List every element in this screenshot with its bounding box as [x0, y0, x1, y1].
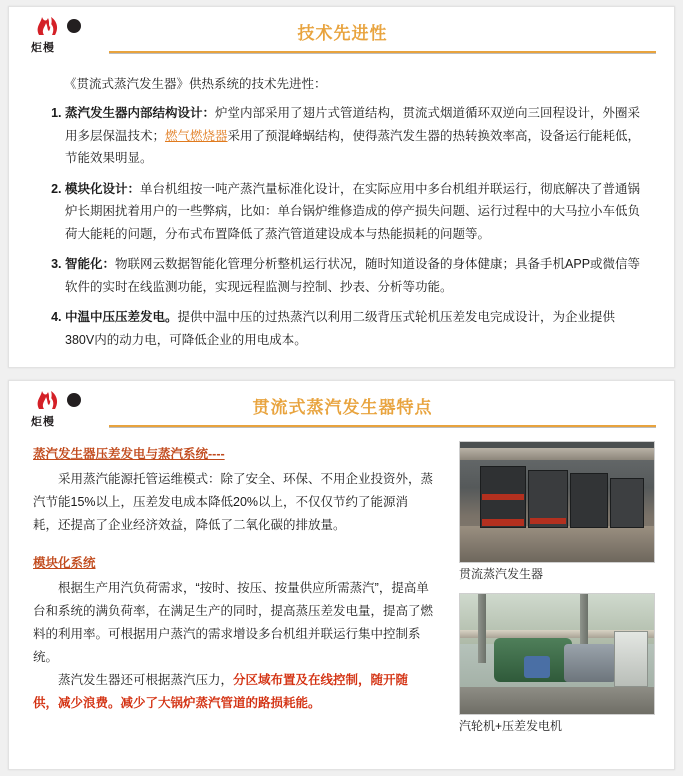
photo-boiler-unit	[610, 478, 644, 528]
item-title: 蒸汽发生器内部结构设计：	[65, 106, 216, 121]
feature-list	[39, 102, 644, 351]
turbine-generator-photo	[459, 593, 655, 715]
section-heading-modular-system: 模块化系统	[33, 555, 96, 570]
boiler-room-photo	[459, 441, 655, 563]
slide-two-body	[9, 433, 674, 771]
list-item	[65, 306, 644, 351]
photo-column	[459, 441, 659, 744]
section-two-paragraph-1: 根据生产用汽负荷需求，“按时、按压、按量供应所需蒸汽”，提高单台和系统的满负荷率，在满足生产的同时，提高蒸压差发电量，提高了燃料的利用率。可根据用户蒸汽的需求增设多台机组并联运行集中控制系统。	[33, 580, 434, 664]
item-body: 单台机组按一吨产蒸汽量标准化设计，在实际应用中多台机组并联运行，彻底解决了普通锅炉长期困扰着用户的一些弊病，比如：单台锅炉维修造成的停产损失问题、运行过程中的大马拉小车低负荷大能耗的问题，分布式布置降低了蒸汽管道建设成本与热能损耗的问题等。	[65, 181, 641, 241]
item-title: 智能化：	[65, 257, 116, 272]
paragraph-2-lead: 蒸汽发生器还可根据蒸汽压力，	[58, 673, 234, 688]
section-one-paragraph: 采用蒸汽能源托管运维模式：除了安全、环保、不用企业投资外，蒸汽节能15%以上，压差发电成本降低20%以上，不仅仅节约了能源消耗，还提高了企业经济效益，降低了二氧化碳的排放量。	[33, 472, 434, 533]
slide-technical-advantages	[8, 6, 675, 368]
slide-two-title: 贯流式蒸汽发生器特点	[252, 398, 433, 417]
paragraph-2-emphasis: 分区域布置及在线控制，随开随供，减少浪费。减少了大锅炉蒸汽管道的路损耗能。	[33, 673, 409, 711]
photo-caption-boiler: 贯流蒸汽发生器	[459, 567, 544, 581]
list-item	[65, 102, 644, 170]
section-heading-power-generation: 蒸汽发生器压差发电与蒸汽系统----	[33, 447, 225, 461]
photo-overhead-pipe	[460, 448, 654, 460]
photo-generator	[564, 644, 616, 682]
photo-caption-turbine: 汽轮机+压差发电机	[459, 718, 563, 733]
header-rule-shadow	[109, 427, 656, 428]
slide-one-header	[9, 7, 674, 59]
photo-floor	[460, 687, 654, 713]
photo-boiler-unit	[570, 473, 608, 528]
photo-column-post	[478, 594, 486, 664]
item-body-after: 采用了预混峰蜗结构，使得蒸汽发生器的热转换效率高，设备运行能耗低，节能效果明显。	[65, 128, 641, 166]
photo-red-trim	[482, 494, 524, 500]
section-two-paragraph-2	[33, 669, 433, 715]
item-body: 炉堂内部采用了翅片式管道结构，贯流式烟道循环双逆向三回程设计，外圈采用多层保温技术；	[65, 106, 641, 143]
photo-red-trim	[482, 519, 524, 526]
slide-two-header	[9, 381, 674, 433]
text-column	[33, 443, 433, 715]
link-burner[interactable]: 燃气燃烧器	[165, 128, 228, 143]
list-item	[65, 253, 644, 298]
intro-paragraph: 《贯流式蒸汽发生器》供热系统的技术先进性：	[64, 77, 327, 91]
photo-floor	[460, 526, 654, 562]
item-body: 物联网云数据智能化管理分析整机运行状况，随时知道设备的身体健康；具备手机APP或微信等软件的实时在线监测功能，实现远程监测与控制、抄表、分析等功能。	[65, 257, 641, 294]
photo-blue-box	[524, 656, 550, 678]
photo-control-cabinet	[614, 631, 648, 687]
item-body: 提供中温中压的过热蒸汽以利用二级背压式轮机压差发电完成设计，为企业提供380V内的动力电，可降低企业的用电成本。	[65, 310, 616, 347]
list-item	[65, 178, 644, 246]
item-title: 中温中压压差发电。	[65, 310, 178, 325]
item-title: 模块化设计：	[65, 181, 141, 196]
slide-one-title: 技术先进性	[297, 24, 388, 43]
logo-text: 炬槾	[31, 416, 55, 428]
header-rule-shadow	[109, 53, 656, 54]
photo-red-trim	[530, 518, 566, 524]
logo-text: 炬槾	[31, 42, 55, 54]
slide-one-body	[9, 59, 674, 351]
slide-generator-features	[8, 380, 675, 770]
